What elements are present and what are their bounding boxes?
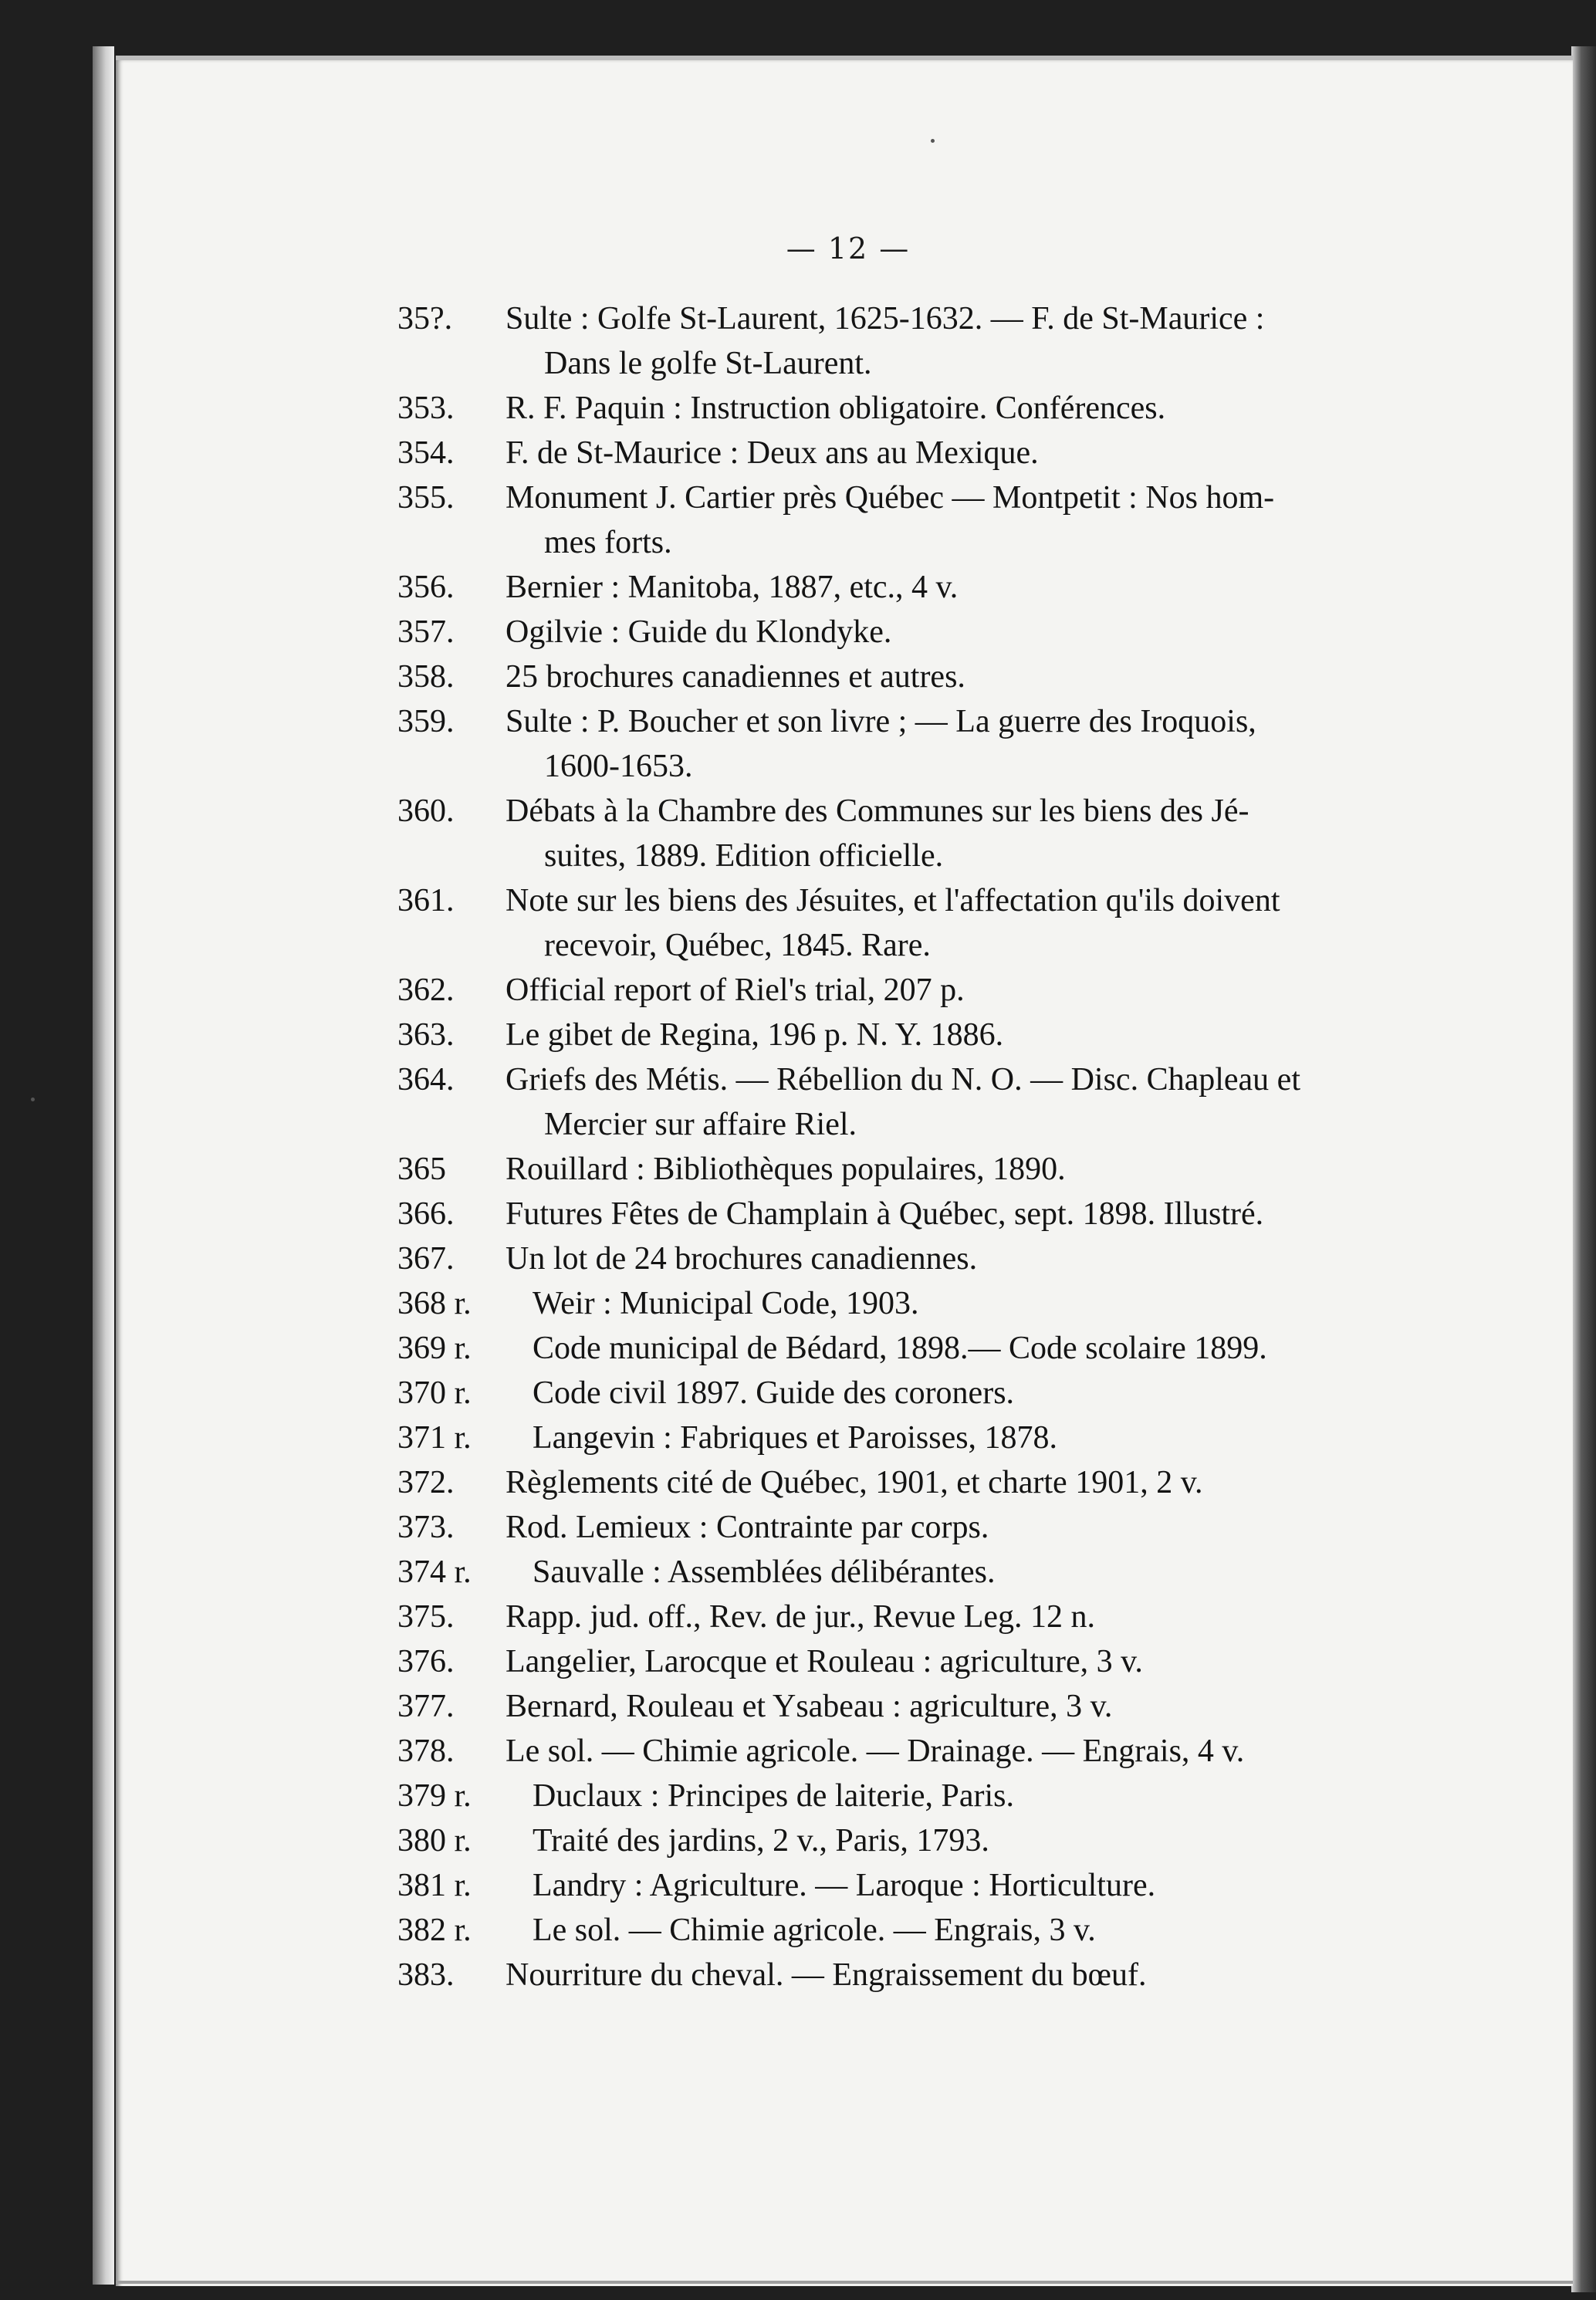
entry-line: F. de St-Maurice : Deux ans au Mexique. (506, 435, 1039, 471)
entry-number: 362. (397, 972, 455, 1008)
entry-number: 368 r. (397, 1286, 472, 1321)
catalog-entry (397, 968, 1536, 1013)
entry-line: Nourriture du cheval. — Engraissement du bœuf. (506, 1957, 1147, 1993)
entry-continuation: suites, 1889. Edition officielle. (544, 838, 944, 874)
entry-text (506, 565, 1536, 610)
entry-text (506, 1460, 1536, 1505)
entry-number: 359. (397, 704, 455, 739)
entry-text (506, 1236, 1536, 1281)
entry-number: 380 r. (397, 1823, 472, 1859)
catalog-entry (397, 699, 1536, 789)
catalog-entry (397, 1863, 1536, 1908)
entry-line: Le sol. — Chimie agricole. — Engrais, 3 v. (533, 1913, 1096, 1948)
entry-number: 358. (397, 659, 455, 695)
catalog-entry (397, 1595, 1536, 1639)
entry-continuation: recevoir, Québec, 1845. Rare. (544, 928, 931, 963)
entry-text (506, 1192, 1536, 1236)
entry-line: Sauvalle : Assemblées délibérantes. (533, 1554, 996, 1590)
entry-line: Code civil 1897. Guide des coroners. (533, 1375, 1015, 1411)
entry-line: Débats à la Chambre des Communes sur les biens des Jé- (506, 793, 1249, 829)
entry-line: Code municipal de Bédard, 1898.— Code scolaire 1899. (533, 1331, 1267, 1366)
catalog-entries (397, 296, 1536, 1997)
entry-number: 35?. (397, 301, 453, 337)
entry-text (506, 1639, 1536, 1684)
entry-line: Rouillard : Bibliothèques populaires, 1890. (506, 1152, 1066, 1187)
catalog-entry (397, 1416, 1536, 1460)
entry-number: 357. (397, 614, 455, 650)
entry-number: 361. (397, 883, 455, 918)
entry-line: Duclaux : Principes de laiterie, Paris. (533, 1778, 1014, 1814)
entry-line: Official report of Riel's trial, 207 p. (506, 972, 965, 1008)
catalog-entry (397, 475, 1536, 565)
catalog-entry (397, 386, 1536, 431)
entry-text (506, 1013, 1536, 1057)
entry-number: 360. (397, 793, 455, 829)
catalog-entry (397, 1684, 1536, 1729)
entry-text (506, 1684, 1536, 1729)
entry-number: 355. (397, 480, 455, 516)
entry-number: 376. (397, 1644, 455, 1679)
entry-line: Rod. Lemieux : Contrainte par corps. (506, 1510, 989, 1545)
catalog-entry (397, 1192, 1536, 1236)
catalog-entry (397, 1147, 1536, 1192)
catalog-entry (397, 1013, 1536, 1057)
entry-line: Bernier : Manitoba, 1887, etc., 4 v. (506, 570, 959, 605)
entry-text (506, 610, 1536, 654)
entry-text (533, 1908, 1536, 1953)
entry-line: Landry : Agriculture. — Laroque : Horticulture. (533, 1868, 1156, 1903)
entry-line: Le sol. — Chimie agricole. — Drainage. — Engrais, 4 v. (506, 1733, 1245, 1769)
entry-number: 371 r. (397, 1420, 472, 1456)
entry-line: Rapp. jud. off., Rev. de jur., Revue Leg. 12 n. (506, 1599, 1096, 1635)
entry-line: Langelier, Larocque et Rouleau : agriculture, 3 v. (506, 1644, 1143, 1679)
entry-line: Weir : Municipal Code, 1903. (533, 1286, 919, 1321)
catalog-entry (397, 654, 1536, 699)
entry-line: R. F. Paquin : Instruction obligatoire. Conférences. (506, 391, 1166, 426)
catalog-entry (397, 1460, 1536, 1505)
dust-speck (931, 139, 935, 143)
entry-number: 375. (397, 1599, 455, 1635)
entry-text (533, 1818, 1536, 1863)
entry-number: 353. (397, 391, 455, 426)
entry-line: Règlements cité de Québec, 1901, et charte 1901, 2 v. (506, 1465, 1203, 1500)
entry-continuation: 1600-1653. (544, 749, 693, 784)
entry-line: Futures Fêtes de Champlain à Québec, sept. 1898. Illustré. (506, 1196, 1264, 1232)
catalog-entry (397, 610, 1536, 654)
entry-text (506, 1057, 1536, 1147)
entry-line: Sulte : P. Boucher et son livre ; — La guerre des Iroquois, (506, 704, 1256, 739)
entry-line: 25 brochures canadiennes et autres. (506, 659, 965, 695)
entry-number: 365 (397, 1152, 446, 1187)
entry-text (506, 968, 1536, 1013)
catalog-entry (397, 1550, 1536, 1595)
catalog-entry (397, 1505, 1536, 1550)
catalog-entry (397, 1281, 1536, 1326)
catalog-entry (397, 296, 1536, 386)
entry-continuation: mes forts. (544, 525, 672, 560)
entry-number: 377. (397, 1689, 455, 1724)
entry-continuation: Mercier sur affaire Riel. (544, 1107, 857, 1142)
catalog-entry (397, 1057, 1536, 1147)
entry-text (506, 1953, 1536, 1997)
entry-number: 373. (397, 1510, 455, 1545)
entry-number: 374 r. (397, 1554, 472, 1590)
entry-text (506, 386, 1536, 431)
entry-line: Sulte : Golfe St-Laurent, 1625-1632. — F. de St-Maurice : (506, 301, 1265, 337)
entry-text (506, 1147, 1536, 1192)
catalog-entry (397, 1326, 1536, 1371)
dust-speck (31, 1098, 35, 1101)
entry-number: 366. (397, 1196, 455, 1232)
entry-text (506, 475, 1536, 565)
entry-line: Bernard, Rouleau et Ysabeau : agriculture, 3 v. (506, 1689, 1113, 1724)
catalog-entry (397, 1774, 1536, 1818)
catalog-entry (397, 1818, 1536, 1863)
page-number: — 12 — (786, 232, 911, 266)
entry-text (506, 878, 1536, 968)
entry-line: Ogilvie : Guide du Klondyke. (506, 614, 892, 650)
entry-number: 383. (397, 1957, 455, 1993)
entry-number: 364. (397, 1062, 455, 1098)
page-left-edge (93, 46, 114, 2285)
entry-text (533, 1863, 1536, 1908)
entry-text (533, 1326, 1536, 1371)
entry-text (506, 1595, 1536, 1639)
entry-text (533, 1281, 1536, 1326)
entry-text (506, 789, 1536, 878)
catalog-entry (397, 431, 1536, 475)
entry-line: Langevin : Fabriques et Paroisses, 1878. (533, 1420, 1058, 1456)
entry-line: Traité des jardins, 2 v., Paris, 1793. (533, 1823, 989, 1859)
entry-number: 372. (397, 1465, 455, 1500)
page-bottom-border (116, 2281, 1573, 2284)
page-right-edge (1571, 46, 1596, 2292)
entry-line: Monument J. Cartier près Québec — Montpetit : Nos hom- (506, 480, 1275, 516)
entry-number: 356. (397, 570, 455, 605)
catalog-entry (397, 1729, 1536, 1774)
entry-line: Griefs des Métis. — Rébellion du N. O. — Disc. Chapleau et (506, 1062, 1300, 1098)
entry-number: 381 r. (397, 1868, 472, 1903)
entry-number: 367. (397, 1241, 455, 1277)
entry-number: 378. (397, 1733, 455, 1769)
entry-text (533, 1774, 1536, 1818)
page-top-border (116, 56, 1573, 60)
catalog-entry (397, 1371, 1536, 1416)
entry-number: 363. (397, 1017, 455, 1053)
entry-text (533, 1371, 1536, 1416)
catalog-entry (397, 565, 1536, 610)
catalog-entry (397, 789, 1536, 878)
entry-number: 354. (397, 435, 455, 471)
entry-line: Note sur les biens des Jésuites, et l'affectation qu'ils doivent (506, 883, 1280, 918)
catalog-entry (397, 1953, 1536, 1997)
entry-text (506, 654, 1536, 699)
entry-number: 382 r. (397, 1913, 472, 1948)
entry-continuation: Dans le golfe St-Laurent. (544, 346, 872, 381)
entry-text (506, 296, 1536, 386)
catalog-entry (397, 1639, 1536, 1684)
entry-text (506, 699, 1536, 789)
entry-line: Le gibet de Regina, 196 p. N. Y. 1886. (506, 1017, 1004, 1053)
entry-number: 369 r. (397, 1331, 472, 1366)
entry-line: Un lot de 24 brochures canadiennes. (506, 1241, 978, 1277)
entry-number: 370 r. (397, 1375, 472, 1411)
entry-text (506, 1505, 1536, 1550)
catalog-entry (397, 1908, 1536, 1953)
entry-text (506, 431, 1536, 475)
entry-number: 379 r. (397, 1778, 472, 1814)
entry-text (533, 1550, 1536, 1595)
entry-text (533, 1416, 1536, 1460)
catalog-entry (397, 1236, 1536, 1281)
catalog-entry (397, 878, 1536, 968)
entry-text (506, 1729, 1536, 1774)
